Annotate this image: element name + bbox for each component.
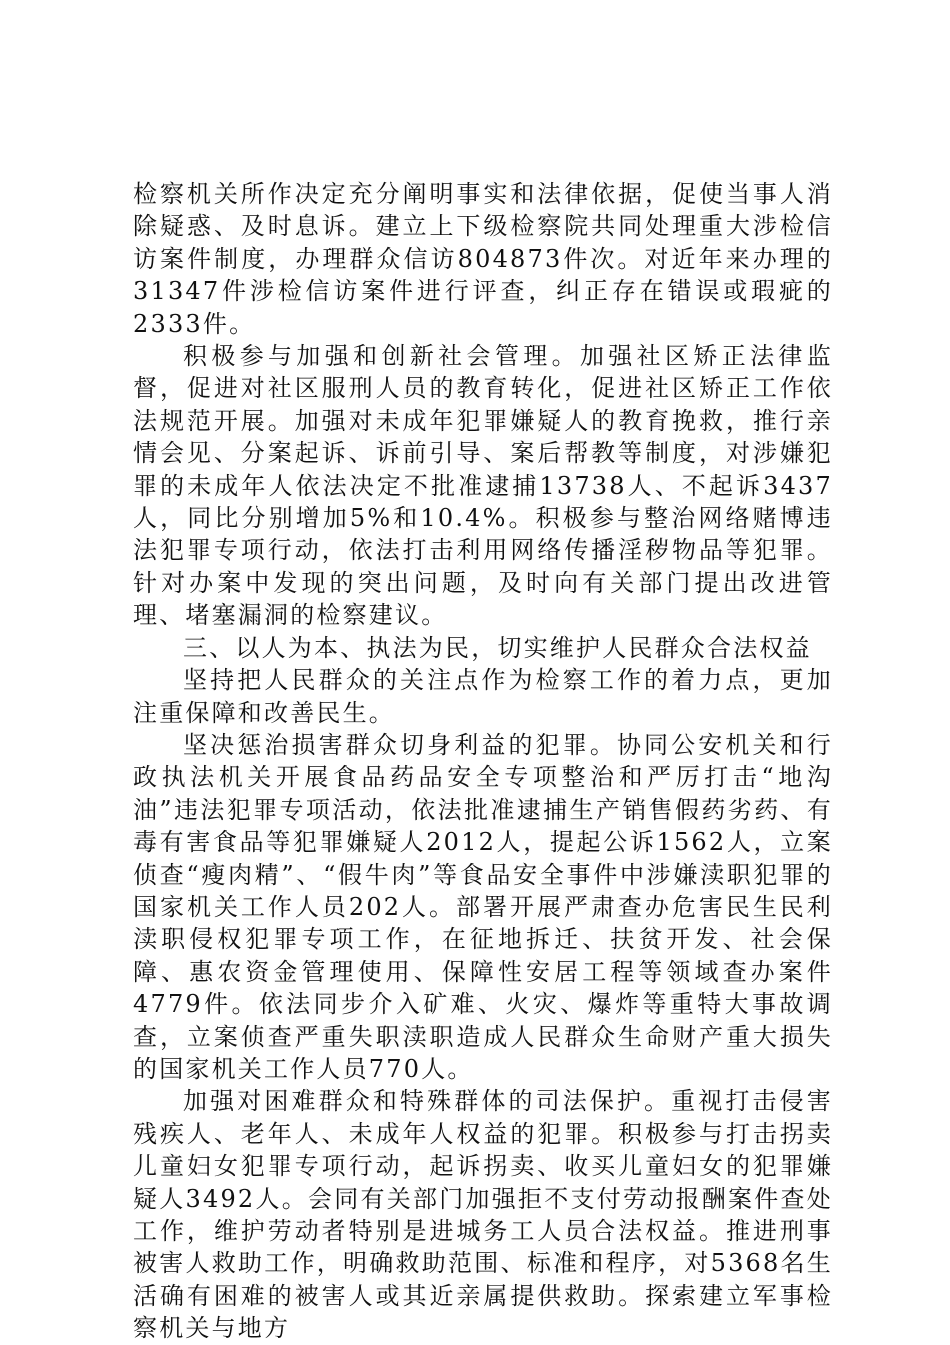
section-heading: 三、以人为本、执法为民，切实维护人民群众合法权益 — [183, 633, 812, 662]
document-body — [133, 178, 833, 1345]
paragraph-punish-crimes: 坚决惩治损害群众切身利益的犯罪。协同公安机关和行政执法机关开展食品药品安全专项整治和严厉打击“地沟油”违法犯罪专项活动，依法批准逮捕生产销售假药劣药、有毒有害食品等犯罪嫌疑人2012人，提起公诉1562人，立案侦查“瘦肉精”、“假牛肉”等食品安全事件中涉嫌渎职犯罪的国家机关工作人员202人。部署开展严肃查办危害民生民利渎职侵权犯罪专项工作，在征地拆迁、扶贫开发、社会保障、惠农资金管理使用、保障性安居工程等领域查办案件4779件。依法同步介入矿难、火灾、爆炸等重特大事故调查，立案侦查严重失职渎职造成人民群众生命财产重大损失的国家机关工作人员770人。 — [133, 730, 833, 1083]
paragraph-continuation: 检察机关所作决定充分阐明事实和法律依据，促使当事人消除疑惑、及时息诉。建立上下级检察院共同处理重大涉检信访案件制度，办理群众信访804873件次。对近年来办理的31347件涉检信访案件进行评查，纠正存在错误或瑕疵的2333件。 — [133, 180, 833, 338]
paragraph-people-focus: 坚持把人民群众的关注点作为检察工作的着力点，更加注重保障和改善民生。 — [133, 666, 833, 727]
paragraph-judicial-protection: 加强对困难群众和特殊群体的司法保护。重视打击侵害残疾人、老年人、未成年人权益的犯罪。积极参与打击拐卖儿童妇女犯罪专项行动，起诉拐卖、收买儿童妇女的犯罪嫌疑人3492人。会同有关部门加强拒不支付劳动报酬案件查处工作，维护劳动者特别是进城务工人员合法权益。推进刑事被害人救助工作，明确救助范围、标准和程序，对5368名生活确有困难的被害人或其近亲属提供救助。探索建立军事检察机关与地方 — [133, 1087, 833, 1343]
paragraph-social-management: 积极参与加强和创新社会管理。加强社区矫正法律监督，促进对社区服刑人员的教育转化，促进社区矫正工作依法规范开展。加强对未成年犯罪嫌疑人的教育挽救，推行亲情会见、分案起诉、诉前引导、案后帮教等制度，对涉嫌犯罪的未成年人依法决定不批准逮捕13738人、不起诉3437人，同比分别增加5%和10.4%。积极参与整治网络赌博违法犯罪专项行动，依法打击利用网络传播淫秽物品等犯罪。针对办案中发现的突出问题，及时向有关部门提出改进管理、堵塞漏洞的检察建议。 — [133, 342, 833, 630]
